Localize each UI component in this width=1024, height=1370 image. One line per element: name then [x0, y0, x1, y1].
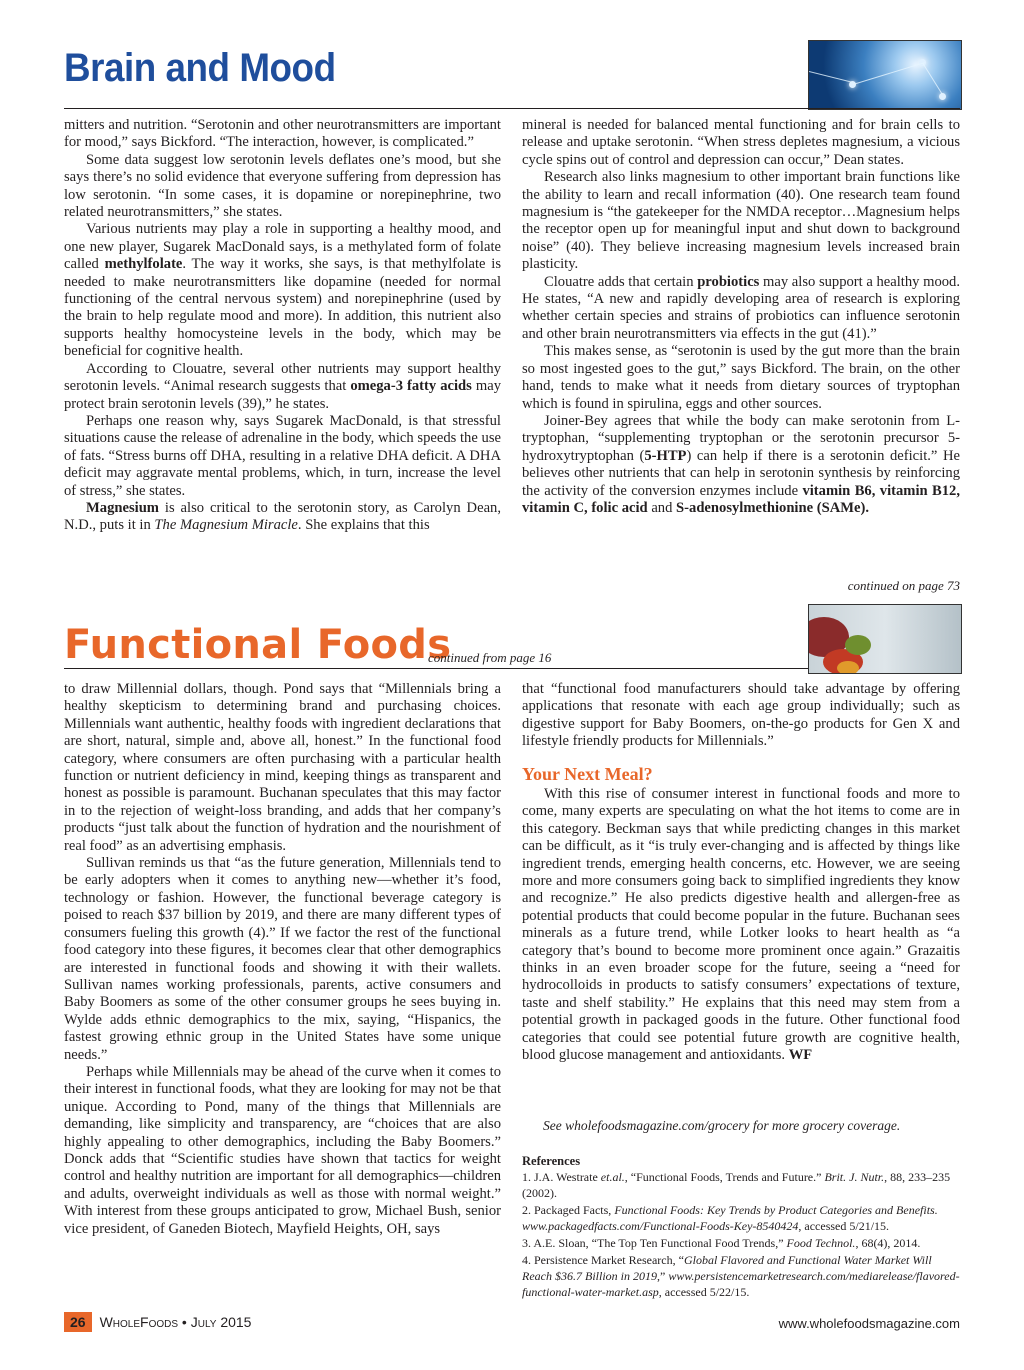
continued-from-note: continued from page 16 [428, 650, 552, 665]
reference-item [522, 1169, 960, 1201]
text-run: 1. J.A. Westrate [522, 1170, 601, 1184]
neuron-image [808, 40, 962, 110]
ff-column-right-intro [522, 681, 960, 751]
text-run: may protect brain serotonin levels (39),” he states. [64, 378, 502, 412]
text-run: Sullivan reminds us that “as the future generation, Millennials tend to be early adopters when it comes to anything new—whether it’s food, technology or fashion. However, the functional beverage category is poised to reach $37 billion by 2019, and there are many different types of consumers fueling this growth (4).” If we factor the rest of the functional food category into these figures, it becomes clear that other demographics are interested in functional foods and showing it with their wallets. Sullivan names working professionals, parents, active consumers and Baby Boomers as some of the other consumer groups he sees buying in. Wylde adds ethnic demographics to the mix, saying, “Hispanics, the fastest growing ethnic group in the United States have some unique needs.” [64, 855, 501, 1063]
text-run: Research also links magnesium to other important brain functions like the ability to learn and recall information (40). One research team found magnesium is “the gatekeeper for the NMDA receptor…Magnesium helps the receptor open up for meaningful input and shut down to background noise” (40). They believe increasing magnesium levels increased brain plasticity. [522, 169, 960, 273]
text-run: 3. A.E. Sloan, “The Top Ten Functional Food Trends,” [522, 1236, 787, 1250]
body-paragraph [64, 855, 501, 1064]
magazine-website: www.wholefoodsmagazine.com [778, 1316, 960, 1331]
subhead-your-next-meal: Your Next Meal? [522, 764, 653, 784]
text-run: ,” [656, 1269, 669, 1283]
text-run: With this rise of consumer interest in functional foods and more to come, many experts are speculating on what the hot items to come are in this category. Beckman says that while predicting changes in this market can be difficult, as it “is truly ever-changing and is affected by things like ingredient trends, emerging health concerns, etc. However, we are seeing more and more consumers going back to simplified ingredients they know and recognize.” He also predicts digestive health and allergen-free as potential products that could become popular in the future. Buchanan sees minerals as a future trend, while Lotker looks to heart health as “a category that’s bound to become more prominent once again.” Grazaitis thinks in an even broader scope for the future, seeing a “need for hydrocolloids in products to satisfy consumers’ expectations of texture, taste and shelf stability.” He explains that this need may stem from a potential growth in packaged goods in the future. Other functional food categories that could see potential future growth are cognitive health, blood glucose management and antioxidants. [522, 786, 960, 1064]
references-title: References [522, 1154, 581, 1168]
references-list [522, 1169, 960, 1300]
italic-text: Functional Foods: Key Trends by Product Categories and Benefits. www.packagedfacts.com/Functional-Foods-Key-8540424 [522, 1203, 938, 1233]
body-paragraph [64, 500, 501, 535]
reference-item [522, 1235, 960, 1251]
bold-term: Magnesium [86, 499, 159, 516]
text-run: mitters and nutrition. “Serotonin and other neurotransmitters are important for mood,” says Bickford. “The interaction, however, is complicated.” [64, 117, 501, 151]
text-run: Joiner-Bey agrees that while the body can make serotonin from L-tryptophan, “supplementing tryptophan or the serotonin precursor 5-hydroxytryptophan ( [522, 412, 960, 464]
section-title-brain-and-mood: Brain and Mood [64, 46, 336, 90]
body-paragraph [522, 413, 960, 517]
body-paragraph [64, 413, 501, 500]
text-run: , 68(4), 2014. [855, 1236, 921, 1250]
ff-column-right-body [522, 786, 960, 1065]
ff-column-left [64, 681, 501, 1238]
text-run: According to Clouatre, several other nutrients may support healthy serotonin levels. “Animal research suggests that [64, 360, 501, 395]
text-run: . She explains that this [297, 517, 430, 534]
italic-text: Global Flavored and Functional Water Market Will Reach $36.7 Billion in 2019 [522, 1253, 932, 1283]
body-paragraph [64, 152, 501, 222]
brain-column-right [522, 117, 960, 517]
text-run: Various nutrients may play a role in supporting a healthy mood, and one new player, Sugarek MacDonald says, is a methylated form of folate called [64, 221, 501, 273]
body-paragraph [64, 361, 501, 413]
grocery-coverage-note: See wholefoodsmagazine.com/grocery for more grocery coverage. [543, 1118, 901, 1133]
body-paragraph [64, 1064, 501, 1238]
body-paragraph [522, 786, 960, 1065]
italic-text: Brit. J. Nutr. [824, 1170, 885, 1184]
text-run: may also support a healthy mood. He states, “A new and rapidly developing area of research is exploring whether certain species and strains of probiotics can influence serotonin and other brain neurotransmitters via effects in the gut (41).” [522, 273, 960, 342]
body-paragraph [522, 169, 960, 273]
bold-term: methylfolate [104, 256, 183, 273]
bold-term: vitamin B6, vitamin B12, vitamin C, folic acid [522, 482, 960, 516]
references [522, 1153, 960, 1301]
body-paragraph [522, 343, 960, 413]
italic-text: The Magnesium Miracle [154, 517, 298, 534]
vegetables-image [808, 604, 962, 674]
text-run: , accessed 5/22/15. [658, 1285, 750, 1299]
text-run: 2. Packaged Facts, [522, 1203, 615, 1217]
text-run: , “Functional Foods, Trends and Future.” [624, 1170, 825, 1184]
bold-term: omega-3 fatty acids [350, 378, 472, 395]
section-rule [64, 108, 960, 109]
text-run: that “functional food manufacturers should take advantage by offering applications that resonate with each age group individually; such as digestive support for Baby Boomers, on-the-go products for Gen X and lifestyle friendly products for Millennials.” [522, 681, 960, 750]
text-run: . The way it works, she says, is that methylfolate is needed to make neurotransmitters like dopamine (needed for normal functioning of the central nervous system) and norepinephrine (used by the brain to help regulate mood and more). In addition, this nutrient also supports healthy homocysteine levels in the body, which may be beneficial for cognitive health. [64, 256, 501, 360]
body-paragraph [522, 117, 960, 169]
text-run: ) can help if there is a serotonin deficit.” He believes other nutrients that can help in serotonin synthesis by reinforcing the activity of the conversion enzymes include [522, 447, 960, 499]
reference-item [522, 1252, 960, 1300]
issue-date: July 2015 [190, 1314, 252, 1330]
text-run: Clouatre adds that certain [544, 273, 698, 290]
text-run: Perhaps one reason why, says Sugarek MacDonald, is that stressful situations cause the release of adrenaline in the body, which speeds the use of fats. “Stress burns off DHA, resulting in a relative DHA deficit. A DHA deficit may aggravate mental problems, which, in turn, increase the level of stress,” she states. [64, 412, 501, 499]
body-paragraph [522, 681, 960, 751]
italic-text: Food Technol. [786, 1236, 856, 1250]
magazine-name: WholeFoods [99, 1314, 179, 1330]
body-paragraph [64, 117, 501, 152]
text-run: Perhaps while Millennials may be ahead of the curve when it comes to their interest in functional foods, what they are looking for may not be that unique. According to Pond, many of the things that Millennials are demanding, like simplicity and transparency, are “choices that are also highly appealing to other demographics, including the Baby Boomers.” Donck adds that “Scientific studies have shown that tactics for weight control and healthy nutrition are important for all demographics—children and adults, overweight individuals as well as those with normal weight.” With interest from these groups anticipated to grow, Michael Bush, senior vice president, of Ganeden Biotech, Mayfield Heights, OH, says [64, 1063, 501, 1237]
section-rule [64, 668, 808, 669]
text-run: 4. Persistence Market Research, “ [522, 1253, 684, 1267]
body-paragraph [522, 274, 960, 344]
body-paragraph [64, 221, 501, 360]
page-number: 26 [64, 1312, 92, 1332]
bold-term: probiotics [697, 273, 760, 290]
text-run: to draw Millennial dollars, though. Pond says that “Millennials bring a healthy skepticism to determining brand and purchasing choices. Millennials want authentic, healthy foods with ingredient declarations that are short, natural, simple and, above all, honest.” In the functional food category, where consumers are often purchasing with a particular health function or nutrient deficiency in mind, keeping things as transparent and honest as possible is paramount. Buchanan speculates that this may factor in to the rejection of weight-loss branding, and adds that her company’s products “just talk about the function of hydration and the nourishment of real food” as an advertising emphasis. [64, 681, 501, 854]
text-run: , 88, 233–235 (2002). [522, 1170, 951, 1200]
italic-text: et.al. [600, 1170, 625, 1184]
text-run: and [647, 499, 677, 516]
bold-term: WF [788, 1047, 813, 1064]
bold-term: S-adenosylmethionine (SAMe). [676, 499, 870, 516]
body-paragraph [64, 681, 501, 855]
text-run: , accessed 5/21/15. [798, 1219, 890, 1233]
text-run: is also critical to the serotonin story, as Carolyn Dean, N.D., puts it in [64, 499, 501, 534]
section-title-functional-foods: Functional Foods [64, 622, 452, 668]
text-run: mineral is needed for balanced mental functioning and for brain cells to release and uptake serotonin. “When stress depletes magnesium, a vicious cycle spins out of control and depression can occur,” Dean states. [522, 117, 960, 168]
reference-item [522, 1202, 960, 1234]
bold-term: 5-HTP [644, 447, 687, 464]
italic-text: www.persistencemarketresearch.com/mediarelease/flavored-functional-water-market.asp [522, 1269, 960, 1299]
brain-column-left [64, 117, 501, 535]
continued-on-note: continued on page 73 [847, 578, 960, 593]
text-run: This makes sense, as “serotonin is used by the gut more than the brain so most ingested goes to the gut,” says Bickford. The brain, on the other hand, tends to make what it needs from dietary sources of tryptophan which is found in spirulina, eggs and other sources. [522, 343, 960, 412]
text-run: Some data suggest low serotonin levels deflates one’s mood, but she says there’s no solid evidence that everyone suffering from depression has low serotonin. “In some cases, it is dopamine or norepinephrine, two related neurotransmitters,” she states. [64, 151, 501, 221]
page-footer: 26 WholeFoods • July 2015 [64, 1312, 251, 1332]
